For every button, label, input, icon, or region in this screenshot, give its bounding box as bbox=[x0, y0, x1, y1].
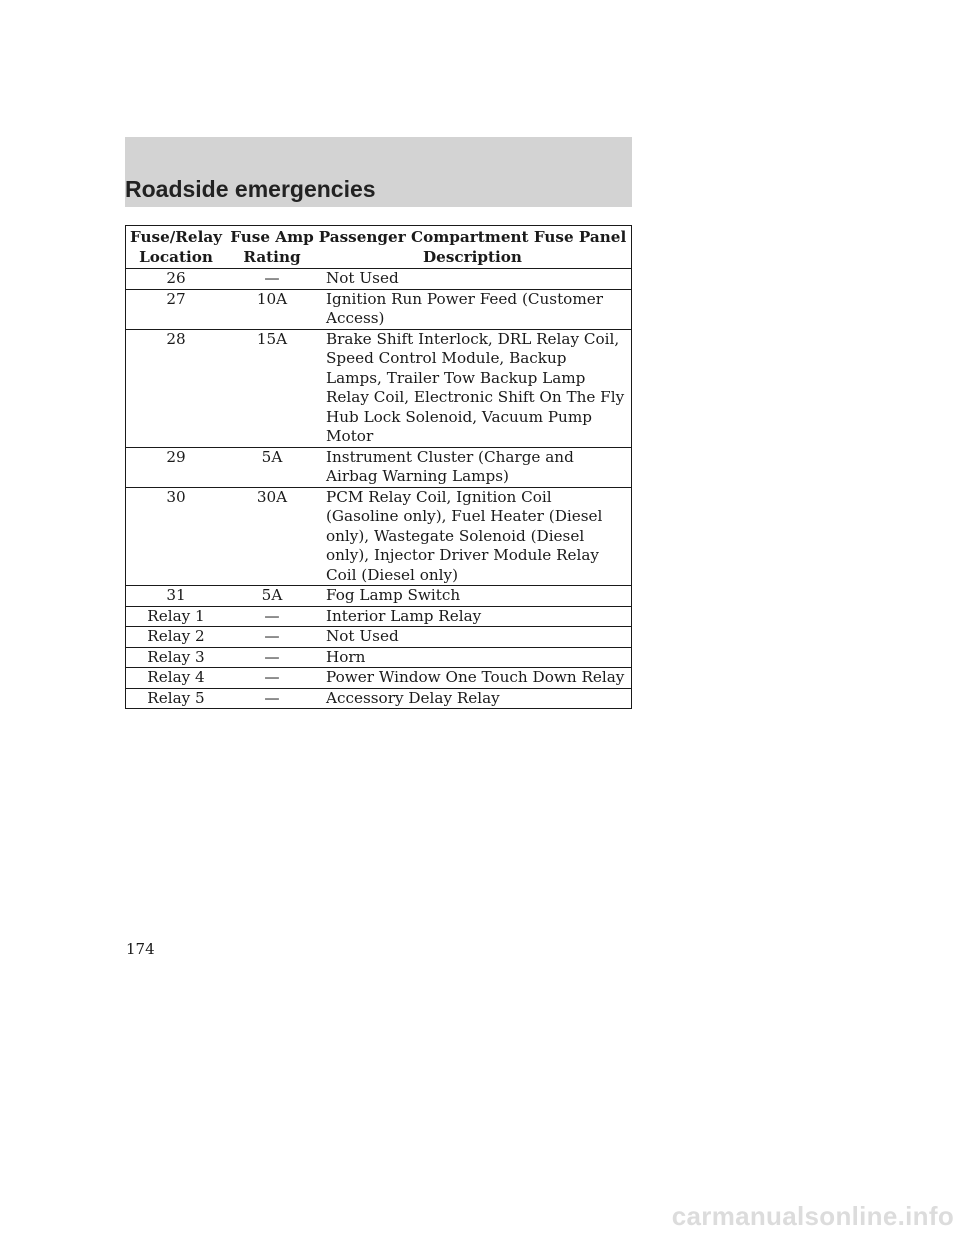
table-row bbox=[126, 668, 632, 689]
cell-rating: 15A bbox=[226, 329, 318, 447]
cell-location: Relay 1 bbox=[126, 606, 227, 627]
table-header-row bbox=[126, 226, 632, 269]
cell-location: Relay 5 bbox=[126, 688, 227, 709]
cell-rating: — bbox=[226, 647, 318, 668]
column-header-location: Fuse/Relay Location bbox=[126, 226, 227, 269]
table-row bbox=[126, 688, 632, 709]
cell-location: 27 bbox=[126, 289, 227, 329]
cell-description: Not Used bbox=[318, 627, 632, 648]
section-header bbox=[125, 137, 632, 207]
table-row bbox=[126, 647, 632, 668]
section-title: Roadside emergencies bbox=[125, 176, 376, 202]
cell-rating: — bbox=[226, 668, 318, 689]
table-row bbox=[126, 606, 632, 627]
table-row bbox=[126, 269, 632, 290]
fuse-table bbox=[125, 225, 632, 709]
cell-rating: — bbox=[226, 688, 318, 709]
cell-description: Accessory Delay Relay bbox=[318, 688, 632, 709]
table-row bbox=[126, 289, 632, 329]
cell-description: Power Window One Touch Down Relay bbox=[318, 668, 632, 689]
cell-rating: 30A bbox=[226, 487, 318, 586]
cell-description: Ignition Run Power Feed (Customer Access) bbox=[318, 289, 632, 329]
table-row bbox=[126, 329, 632, 447]
cell-location: Relay 4 bbox=[126, 668, 227, 689]
cell-rating: — bbox=[226, 606, 318, 627]
cell-location: 28 bbox=[126, 329, 227, 447]
cell-rating: 10A bbox=[226, 289, 318, 329]
cell-location: Relay 3 bbox=[126, 647, 227, 668]
cell-description: PCM Relay Coil, Ignition Coil (Gasoline only), Fuel Heater (Diesel only), Wastegate Solenoid (Diesel only), Injector Driver Module Relay Coil (Diesel only) bbox=[318, 487, 632, 586]
cell-location: 29 bbox=[126, 447, 227, 487]
cell-location: Relay 2 bbox=[126, 627, 227, 648]
cell-location: 30 bbox=[126, 487, 227, 586]
cell-description: Not Used bbox=[318, 269, 632, 290]
watermark: carmanualsonline.info bbox=[671, 1201, 954, 1231]
cell-description: Interior Lamp Relay bbox=[318, 606, 632, 627]
table-row bbox=[126, 487, 632, 586]
cell-description: Fog Lamp Switch bbox=[318, 586, 632, 607]
cell-rating: — bbox=[226, 627, 318, 648]
cell-description: Instrument Cluster (Charge and Airbag Warning Lamps) bbox=[318, 447, 632, 487]
table-row bbox=[126, 586, 632, 607]
column-header-description: Passenger Compartment Fuse Panel Description bbox=[318, 226, 632, 269]
cell-location: 31 bbox=[126, 586, 227, 607]
cell-location: 26 bbox=[126, 269, 227, 290]
cell-description: Brake Shift Interlock, DRL Relay Coil, Speed Control Module, Backup Lamps, Trailer Tow Backup Lamp Relay Coil, Electronic Shift On The Fly Hub Lock Solenoid, Vacuum Pump Motor bbox=[318, 329, 632, 447]
column-header-rating: Fuse Amp Rating bbox=[226, 226, 318, 269]
page-number: 174 bbox=[126, 940, 155, 958]
cell-rating: — bbox=[226, 269, 318, 290]
cell-rating: 5A bbox=[226, 447, 318, 487]
cell-rating: 5A bbox=[226, 586, 318, 607]
cell-description: Horn bbox=[318, 647, 632, 668]
table-row bbox=[126, 627, 632, 648]
table-row bbox=[126, 447, 632, 487]
